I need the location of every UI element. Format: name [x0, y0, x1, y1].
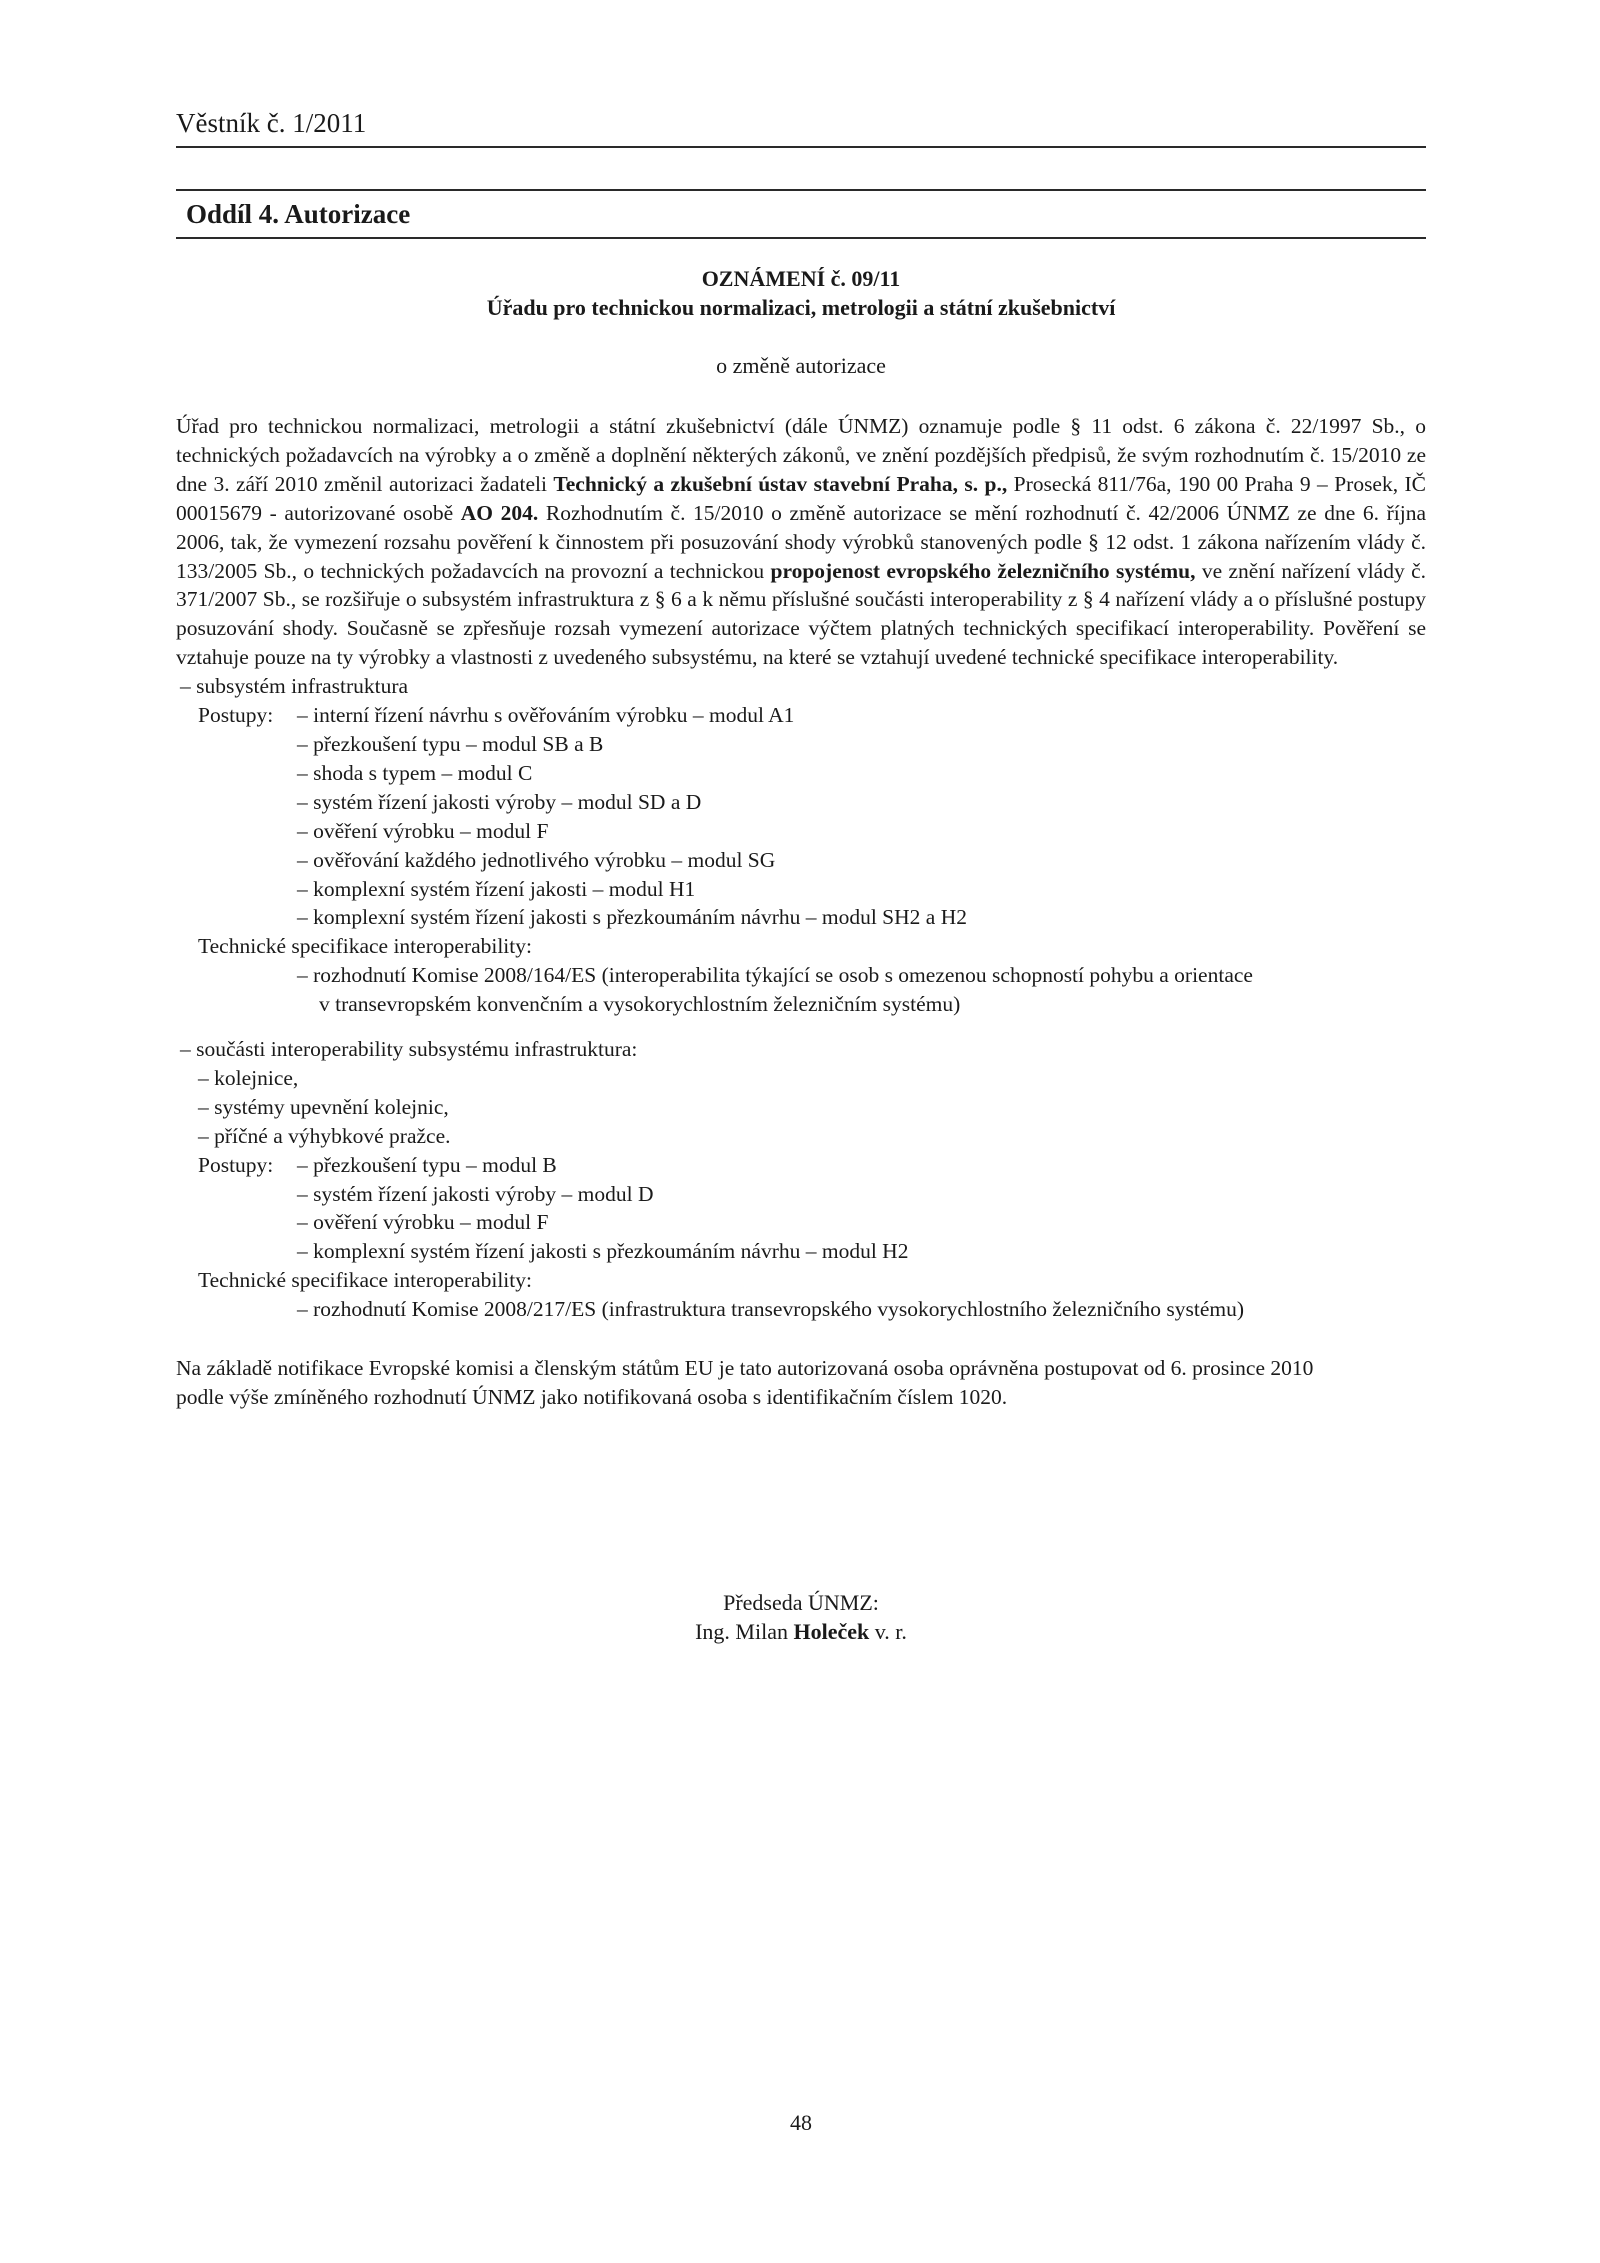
applicant-name: Technický a zkušební ústav stavební Praha, s. p.,: [553, 471, 1008, 496]
list-item: – shoda s typem – modul C: [297, 760, 533, 785]
list-item: – kolejnice,: [198, 1065, 299, 1090]
list-item: – příčné a výhybkové pražce.: [198, 1123, 451, 1148]
section-title: Oddíl 4. Autorizace: [186, 199, 411, 229]
list-item: – komplexní systém řízení jakosti s přezkoumáním návrhu – modul SH2 a H2: [297, 905, 967, 930]
list-item: – rozhodnutí Komise 2008/164/ES (interoperabilita týkající se osob s omezenou schopností pohybu a orientace: [297, 963, 1253, 988]
list-item: – komplexní systém řízení jakosti s přezkoumáním návrhu – modul H2: [297, 1239, 909, 1264]
journal-header: Věstník č. 1/2011: [176, 108, 367, 138]
signatory-surname: Holeček: [793, 1619, 870, 1644]
authorized-body-number: AO 204.: [460, 500, 539, 525]
spacer: [176, 1324, 1426, 1354]
closing-line-2: podle výše zmíněného rozhodnutí ÚNMZ jako notifikovaná osoba s identifikačním číslem 1020.: [176, 1385, 1008, 1409]
notice-subject: o změně autorizace: [716, 353, 886, 378]
system-name: propojenost evropského železničního systému,: [770, 558, 1196, 583]
signature-block: [176, 1588, 1426, 1646]
block2-heading: – součásti interoperability subsystému infrastruktura:: [180, 1037, 638, 1062]
block1-heading: – subsystém infrastruktura: [180, 674, 409, 699]
notice-number: OZNÁMENÍ č. 09/11: [701, 266, 901, 291]
signatory-suffix: v. r.: [869, 1619, 907, 1644]
signatory-name: [176, 1617, 1426, 1646]
list-item: – komplexní systém řízení jakosti – modul H1: [297, 876, 696, 901]
signatory-prefix: Ing. Milan: [695, 1619, 794, 1644]
page-number: 48: [790, 2110, 812, 2135]
block1-procedures-label: Postupy:: [198, 703, 274, 728]
notice-body: [176, 412, 1426, 1412]
block1-procedures-row: [176, 701, 1426, 730]
intro-text-4: ve znění nařízení vlády č. 371/2007 Sb., se rozšiřuje o subsystém infrastruktura z § 6 a k němu příslušné součásti interoperability z § 4 nařízení vlády a o příslušné postupy posuzování shody. Současně se zpřesňuje rozsah vymezení autorizace výčtem platných technických specifikací interoperability. Pověření se vztahuje pouze na ty výrobky a vlastnosti z uvedeného subsystému, na které se vztahují uvedené technické specifikace interoperability.: [176, 558, 1426, 670]
spacer: [176, 1019, 1426, 1035]
section-bottom-divider: [176, 237, 1426, 239]
intro-text-1: Úřad pro technickou normalizaci, metrologii a státní zkušebnictví (dále ÚNMZ) oznamuje podle § 11 odst. 6 zákona č. 22/1997 Sb., o technických požadavcích na výrobky a o změně a doplnění některých zákonů, ve znění pozdějších předpisů, že svým rozhodnutím č. 15/2010 ze dne 3. září 2010 změnil autorizaci žadateli: [176, 414, 1426, 496]
block1-tsi-label: Technické specifikace interoperability:: [198, 934, 532, 959]
closing-line-1: Na základě notifikace Evropské komisi a členským státům EU je tato autorizovaná osoba oprávněna postupovat od 6. prosince 2010: [176, 1356, 1314, 1381]
list-item: – systémy upevnění kolejnic,: [198, 1094, 449, 1119]
list-item: – rozhodnutí Komise 2008/217/ES (infrastruktura transevropského vysokorychlostního železničního systému): [297, 1297, 1245, 1322]
notice-issuer: Úřadu pro technickou normalizaci, metrologii a státní zkušebnictví: [486, 295, 1116, 320]
list-item: – přezkoušení typu – modul B: [297, 1152, 557, 1177]
intro-paragraph: [176, 412, 1426, 672]
list-item: – systém řízení jakosti výroby – modul SD a D: [297, 789, 702, 814]
list-item: – ověření výrobku – modul F: [297, 1210, 549, 1235]
signatory-role: Předseda ÚNMZ:: [723, 1590, 879, 1615]
section-top-divider: [176, 189, 1426, 191]
list-item: – ověření výrobku – modul F: [297, 818, 549, 843]
list-item: – přezkoušení typu – modul SB a B: [297, 731, 604, 756]
block2-procedures-label: Postupy:: [198, 1152, 274, 1177]
intro-text-2: Prosecká 811/76a, 190 00 Praha 9 – Prosek, IČ 00015679 - autorizované osobě: [176, 471, 1427, 525]
list-item: – ověřování každého jednotlivého výrobku – modul SG: [297, 847, 776, 872]
list-item: – interní řízení návrhu s ověřováním výrobku – modul A1: [297, 703, 795, 728]
intro-text-3: Rozhodnutím č. 15/2010 o změně autorizace se mění rozhodnutí č. 42/2006 ÚNMZ ze dne 6. října 2006, tak, že vymezení rozsahu pověření k činnostem při posuzování shody výrobků stanovených podle § 12 odst. 1 zákona nařízením vlády č. 133/2005 Sb., o technických požadavcích na provozní a technickou: [176, 500, 1426, 583]
list-item-continuation: v transevropském konvenčním a vysokorychlostním železničním systému): [319, 992, 961, 1017]
list-item: – systém řízení jakosti výroby – modul D: [297, 1181, 654, 1206]
header-divider: [176, 146, 1426, 148]
block2-tsi-label: Technické specifikace interoperability:: [198, 1268, 532, 1293]
block2-procedures-row: [176, 1151, 1426, 1180]
